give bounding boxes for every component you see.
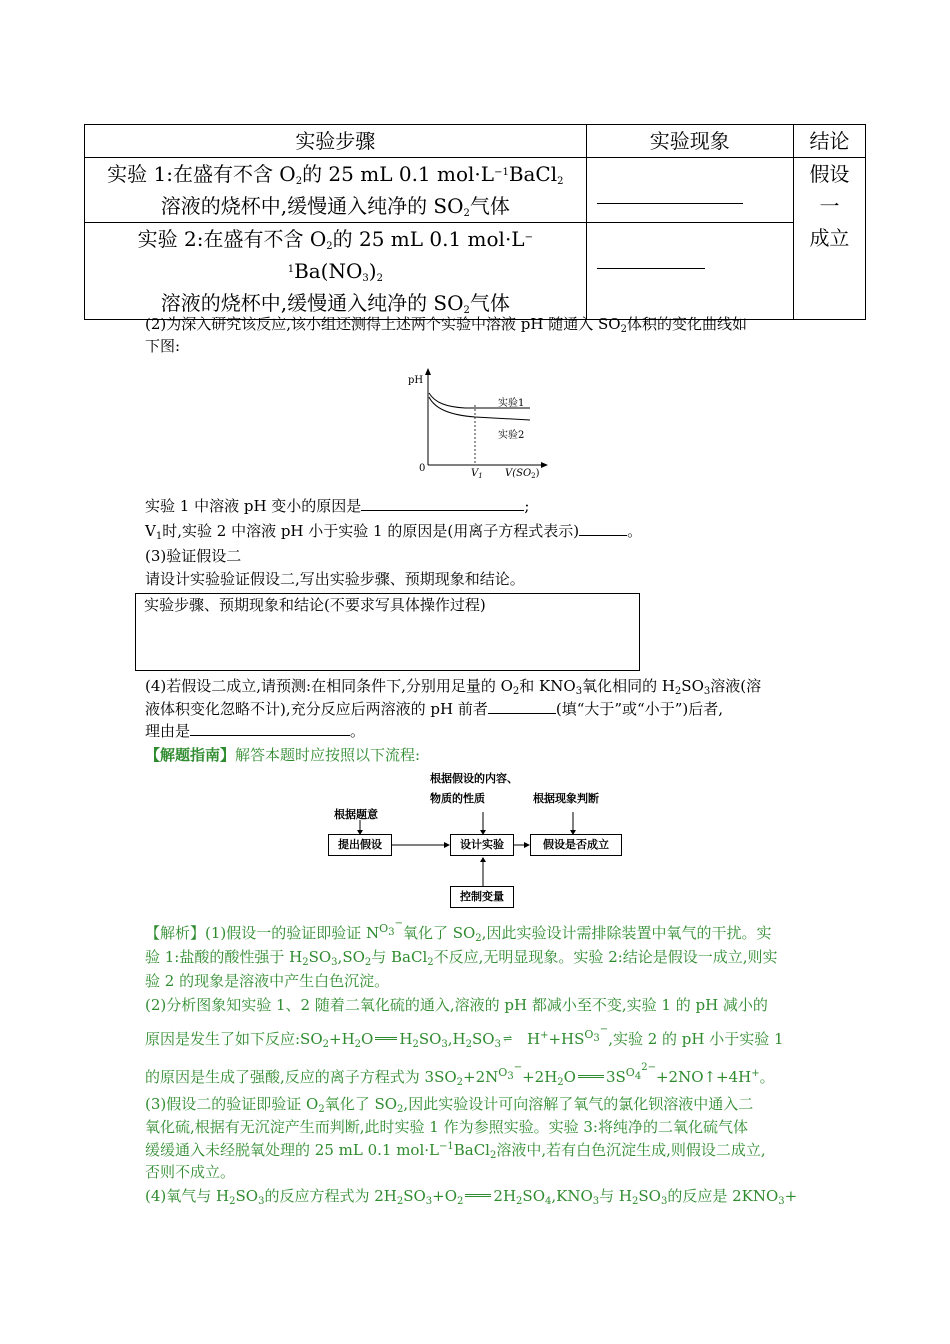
experiment-2-steps: 实验 2:在盛有不含 $O_2$的 25 mL 0.1 mol·L− $^1Ba(NO_3)_2$ 溶液的烧杯中,缓慢通入纯净的 $SO_2$气体 <box>85 223 587 320</box>
analysis-3-line-1: (3)假设二的验证即验证 $O_2$氧化了 $SO_2$,因此实验设计可向溶解了氧气的氯化钡溶液中通入二 <box>145 1095 754 1115</box>
y-axis-label: pH <box>408 375 424 386</box>
question-3-answer-box[interactable]: 实验步骤、预期现象和结论(不要求写具体操作过程) <box>135 593 640 671</box>
analysis-2-line-2: 原因是发生了如下反应$:SO_2+H_2O$ $H_2SO_3,H_2SO_3$ ⇌ $H^++HS^{O_3^-}$,实验 2 的 pH 小于实验 1 <box>145 1024 784 1050</box>
analysis-1-line-1: 【解析】(1)假设一的验证即验证 $N^{O_3^-}$氧化了 $SO_2$,因此实验设计需排除装置中氧气的干扰。实 <box>145 918 772 944</box>
question-4-line-2: 液体积变化忽略不计),充分反应后两溶液的 pH 前者 (填“大于”或“小于”)后者, <box>145 700 723 718</box>
v1-tick-label: $V_1$ <box>471 468 483 480</box>
analysis-3-line-2: 氧化硫,根据有无沉淀产生而判断,此时实验 1 作为参照实验。实验 3:将纯净的二氧化硫气体 <box>145 1118 748 1136</box>
series-1-label: 实验1 <box>498 398 525 409</box>
analysis-2-line-3: 的原因是生成了强酸,反应的离子方程式为 $3SO_2+2N^{O_3^-}+2H_2O$ $3S^{O_4^{2-}}+2NO↑+4H^+$。 <box>145 1062 775 1088</box>
flow-box-control: 控制变量 <box>450 886 514 908</box>
origin-label: 0 <box>419 463 426 474</box>
analysis-1-line-2: 验 1:盐酸的酸性强于 $H_2SO_3,SO_2$与 BaCl$_2$不反应,无明显现象。实验 2:结论是假设一成立,则实 <box>145 948 778 968</box>
x-axis-label: $V(SO_2)$ <box>505 468 540 480</box>
solution-guide: 【解题指南】解答本题时应按照以下流程: <box>145 746 421 764</box>
experiment-table <box>84 124 866 320</box>
analysis-3-line-3: 缓缓通入未经脱氧处理的 25 mL 0.1 $mol\cdot L^{-1}BaCl_2$溶液中,若有白色沉淀生成,则假设二成立, <box>145 1141 766 1161</box>
flow-box-verify: 假设是否成立 <box>530 834 622 856</box>
y-axis-arrow <box>425 368 431 375</box>
series-2-label: 实验2 <box>498 430 525 441</box>
analysis-1-line-3: 验 2 的现象是溶液中产生白色沉淀。 <box>145 972 390 990</box>
question-2-intro-cont: 下图: <box>145 337 181 355</box>
experiment-2-phenomenon-blank[interactable] <box>586 223 793 320</box>
header-steps: 实验步骤 <box>85 125 587 158</box>
conclusion-cell: 假设 一 成立 <box>793 158 865 320</box>
question-4-line-3: 理由是 。 <box>145 722 366 740</box>
experiment-1-phenomenon-blank[interactable] <box>586 158 793 223</box>
question-4-line-1: (4)若假设二成立,请预测:在相同条件下,分别用足量的 $O_2$和 $KNO_3$氧化相同的 $H_2SO_3$溶液(溶 <box>145 677 762 697</box>
experiment-1-steps: 实验 1:在盛有不含 $O_2$的 25 mL 0.1 $mol\cdot L^{-1}BaCl_2$ 溶液的烧杯中,缓慢通入纯净的 $SO_2$气体 <box>85 158 587 223</box>
flow-label-judge-by-phenomenon: 根据现象判断 <box>533 792 599 805</box>
x-axis-arrow <box>541 462 548 468</box>
flow-label-properties: 物质的性质 <box>430 792 485 805</box>
header-conclusion: 结论 <box>793 125 865 158</box>
question-2-reason-2: $V_1$时,实验 2 中溶液 pH 小于实验 1 的原因是(用离子方程式表示) 。 <box>145 522 643 542</box>
header-phenomenon: 实验现象 <box>586 125 793 158</box>
question-3-text: 请设计实验验证假设二,写出实验步骤、预期现象和结论。 <box>145 570 525 588</box>
question-3-title: (3)验证假设二 <box>145 547 242 565</box>
analysis-2-line-1: (2)分析图象知实验 1、2 随着二氧化硫的通入,溶液的 pH 都减小至不变,实验 1 的 pH 减小的 <box>145 996 768 1014</box>
ph-graph <box>405 365 555 482</box>
flow-label-by-question: 根据题意 <box>334 808 378 821</box>
question-2-intro: (2)为深入研究该反应,该小组还测得上述两个实验中溶液 pH 随通入 $SO_2$体积的变化曲线如 <box>145 315 747 335</box>
answer-blank-1[interactable] <box>361 510 524 511</box>
answer-blank-2[interactable] <box>579 535 627 536</box>
flow-box-design: 设计实验 <box>450 834 514 856</box>
flow-box-propose: 提出假设 <box>328 834 392 856</box>
flow-label-hypothesis-content: 根据假设的内容、 <box>430 772 518 785</box>
question-2-reason-1: 实验 1 中溶液 pH 变小的原因是 ; <box>145 497 530 515</box>
answer-blank-3[interactable] <box>488 713 556 714</box>
answer-blank-4[interactable] <box>190 735 350 736</box>
analysis-3-line-4: 否则不成立。 <box>145 1163 236 1181</box>
analysis-4-line-1: (4)氧气与 $H_2SO_3$的反应方程式为 $2H_2SO_3+O_2$ $2H_2SO_4,KNO_3$与 $H_2SO_3$的反应是 $2KNO_3+$ <box>145 1187 798 1207</box>
